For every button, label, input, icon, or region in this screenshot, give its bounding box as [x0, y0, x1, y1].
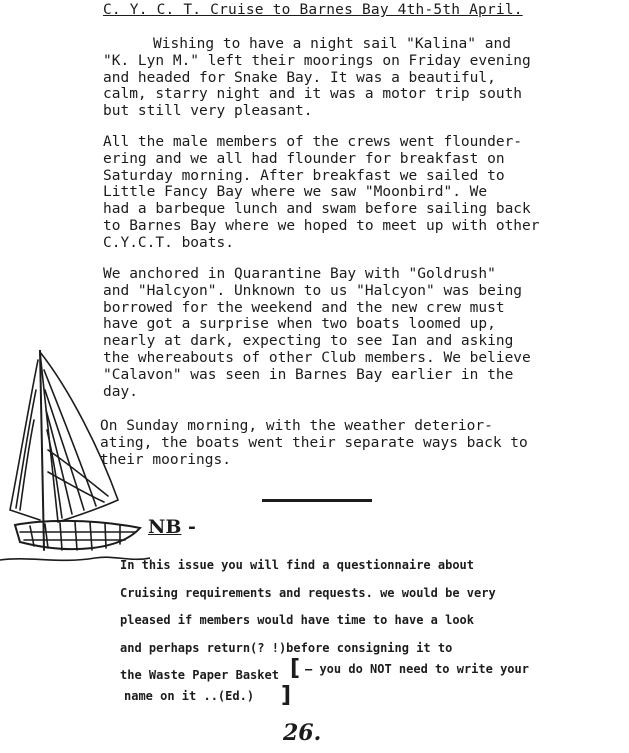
- nb-heading: [148, 516, 196, 538]
- paragraph-line: ering and we all had flounder for breakfast on: [103, 150, 505, 167]
- paragraph-line: and "Halcyon". Unknown to us "Halcyon" was being: [103, 282, 523, 299]
- paragraph-line: calm, starry night and it was a motor trip south: [103, 86, 523, 103]
- note-line: Cruising requirements and requests. we would be very: [120, 585, 496, 600]
- paragraph-line: to Barnes Bay where we hoped to meet up with other: [103, 217, 540, 234]
- paragraph-line: Wishing to have a night sail "Kalina" and: [153, 36, 511, 52]
- paragraph-4: [100, 418, 620, 468]
- nb-label: NB: [148, 516, 182, 538]
- paragraph-1: [103, 36, 623, 120]
- paragraph-line: We anchored in Quarantine Bay with "Goldrush": [103, 266, 496, 282]
- paragraph-line: ating, the boats went their separate ways back to: [100, 434, 528, 451]
- paragraph-line: Little Fancy Bay where we saw "Moonbird". We: [103, 184, 488, 201]
- paragraph-line: On Sunday morning, with the weather deterior-: [100, 418, 493, 434]
- page-number: 26.: [283, 720, 322, 746]
- paragraph-line: "K. Lyn M." left their moorings on Friday evening: [103, 52, 531, 69]
- note-aside: — you do NOT need to write your: [305, 662, 529, 676]
- close-bracket-mark: ]: [281, 683, 292, 708]
- note-line: pleased if members would have time to have a look: [120, 613, 475, 627]
- paragraph-line: the whereabouts of other Club members. We believe: [103, 349, 531, 366]
- paragraph-line: "Calavon" was seen in Barnes Bay earlier in the: [103, 366, 514, 383]
- paragraph-line: nearly at dark, expecting to see Ian and asking: [103, 333, 514, 350]
- paragraph-line: but still very pleasant.: [103, 103, 313, 120]
- paragraph-line: and headed for Snake Bay. It was a beautiful,: [103, 69, 496, 86]
- paragraph-3: [103, 266, 623, 400]
- sailboat-icon: [0, 350, 150, 575]
- paragraph-line: their moorings.: [100, 451, 231, 468]
- paragraph-line: borrowed for the weekend and the new crew must: [103, 299, 505, 316]
- paragraph-line: have got a surprise when two boats loomed up,: [103, 316, 496, 333]
- note-end: name on it ..(Ed.): [124, 689, 255, 703]
- section-divider: [262, 499, 372, 502]
- nb-dash: -: [181, 516, 196, 538]
- paragraph-line: Saturday morning. After breakfast we sailed to: [103, 167, 505, 184]
- page-title: C. Y. C. T. Cruise to Barnes Bay 4th-5th April.: [103, 2, 523, 18]
- paragraph-line: had a barbeque lunch and swam before sailing back: [103, 201, 531, 218]
- note-line: and perhaps return(? !)before consigning it to: [120, 640, 453, 655]
- note-line: the Waste Paper Basket: [120, 668, 279, 682]
- open-bracket-mark: [: [290, 656, 301, 681]
- note-line: In this issue you will find a questionnaire about: [120, 558, 475, 572]
- paragraph-line: day.: [103, 383, 138, 400]
- paragraph-line: All the male members of the crews went flounder-: [103, 134, 523, 150]
- paragraph-line: C.Y.C.T. boats.: [103, 234, 234, 251]
- paragraph-2: [103, 134, 623, 252]
